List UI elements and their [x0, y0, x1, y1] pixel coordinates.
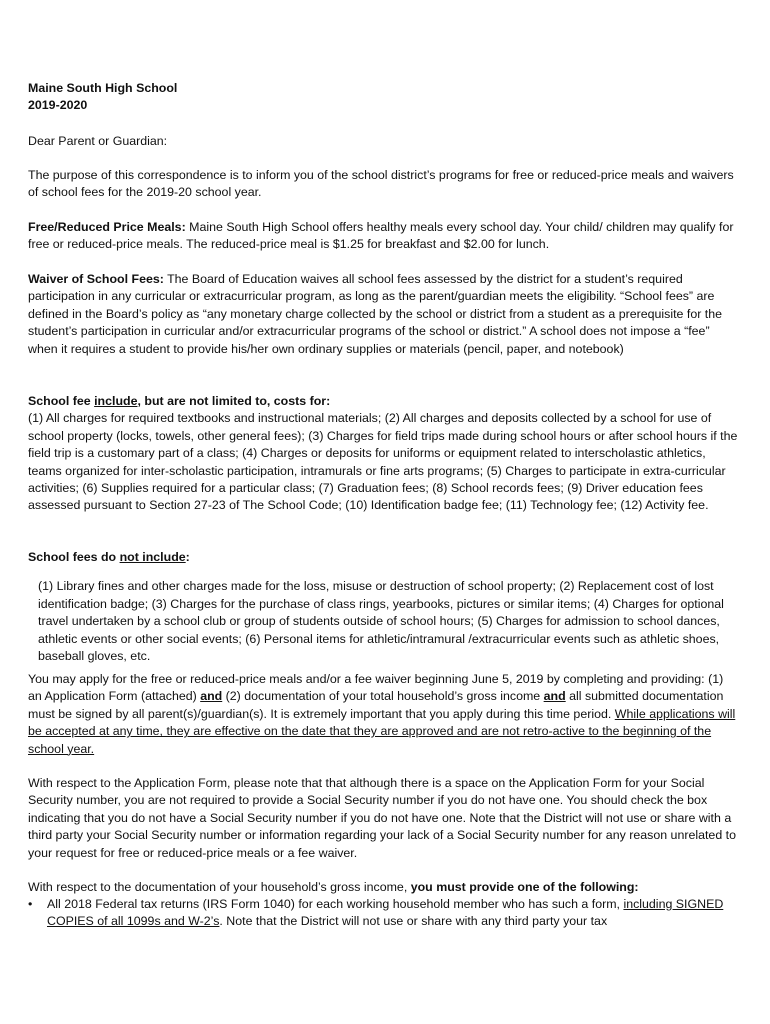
exclude-heading-underlined: not include: [119, 550, 186, 564]
intro-paragraph: [28, 167, 740, 202]
exclude-heading-block: [28, 549, 740, 566]
income-intro: [28, 879, 740, 896]
ssn-paragraph: [28, 775, 740, 862]
apply-text: [28, 671, 740, 758]
meals-paragraph: [28, 219, 740, 254]
include-text: (1) All charges for required textbooks and instructional materials; (2) All charges and deposits collected by a school for use of school property (locks, towels, other general fees); (3) Charges for field trips made during school hours or after school hours if the field trip is a customary part of a class; (4) Charges or deposits for uniforms or equipment related to interscholastic athletics, teams organized for inter-scholastic participation, intramurals or fine arts programs; (5) Charges to participate in extra-curricular activities; (6) Supplies required for a particular class; (7) Graduation fees; (8) School records fees; (9) Driver education fees assessed pursuant to Section 27-23 of The School Code; (10) Identification badge fee; (11) Technology fee; (12) Activity fee.: [28, 411, 738, 513]
income-intro-bold: you must provide one of the following:: [410, 880, 639, 894]
bullet-icon: •: [28, 897, 33, 911]
waiver-text: The Board of Education waives all school fees assessed by the district for a student’s required participation in any curricular or extracurricular program, as long as the parent/guardian meets the eligibility. “School fees” are defined in the Board’s policy as “any monetary charge collected by the school or district from a student as a prerequisite for the student’s participation in curricular and/or extracurricular programs of the school or district.” A school does not impose a “fee” when it requires a student to provide his/her own ordinary supplies or materials (pencil, paper, and notebook): [28, 272, 723, 356]
exclude-text: (1) Library fines and other charges made for the loss, misuse or destruction of school property; (2) Replacement cost of lost identification badge; (3) Charges for the purchase of class rings, yearbooks, pictures or similar items; (4) Charges for optional travel undertaken by a school club or group of students outside of school hours; (5) Charges for admission to school dances, athletic events or other social events; (6) Personal items for athletic/intramural /extracurricular events such as athletic shoes, baseball gloves, etc.: [38, 579, 724, 664]
include-heading-underlined: include: [94, 394, 138, 408]
bullet-1-post: . Note that the District will not use or share with any third party your tax: [219, 914, 608, 929]
intro-text: The purpose of this correspondence is to inform you of the school district’s programs for free or reduced-price meals and waivers of school fees for the 2019-20 school year.: [28, 168, 734, 200]
waiver-label: Waiver of School Fees:: [28, 272, 164, 286]
apply-text-part3: all submitted documentation must be signed by all parent(s)/guardian(s). It is extremely important that you apply during this time period.: [28, 689, 724, 721]
exclude-section: [38, 566, 740, 678]
apply-text-part2: (2) documentation of your total household’s gross income: [222, 689, 544, 704]
salutation: [28, 133, 740, 150]
include-heading: [28, 393, 740, 410]
apply-text-part1: You may apply for the free or reduced-price meals and/or a fee waiver beginning June 5, 2019 by completing and providing: (1) an Application Form (attached): [28, 672, 724, 704]
apply-and-2: and: [543, 689, 566, 704]
ssn-text: With respect to the Application Form, please note that that although there is a space on the Application Form for your Social Security number, you are not required to provide a Social Security number if you do not have one. You should check the box indicating that you do not have a Social Security number if you do not have one. Note that the District will not use or share with a third party your Social Security number or information regarding your lack of a Social Security number for any reason unrelated to your request for free or reduced-price meals or a fee waiver.: [28, 776, 736, 860]
income-bullet-1-text: [47, 896, 740, 931]
school-name: Maine South High School: [28, 81, 178, 95]
salutation-text: Dear Parent or Guardian:: [28, 134, 168, 148]
include-heading-post: , but are not limited to, costs for:: [137, 394, 331, 408]
bullet-1-pre: All 2018 Federal tax returns (IRS Form 1040) for each working household member who has such a form,: [47, 897, 624, 911]
income-bullet-1: [28, 896, 740, 931]
bullet-1-underlined: including SIGNED COPIES of all 1099s and W-2’s: [47, 897, 724, 929]
exclude-heading-pre: School fees do: [28, 550, 120, 564]
include-heading-pre: School fee: [28, 394, 95, 408]
apply-and-1: and: [200, 689, 223, 704]
exclude-heading-post: :: [185, 550, 190, 564]
letter-header: [28, 80, 740, 115]
meals-text: Maine South High School offers healthy meals every school day. Your child/ children may qualify for free or reduced-price meals. The reduced-price meal is $1.25 for breakfast and $2.00 for lunch.: [28, 220, 734, 252]
income-paragraph: [28, 879, 740, 896]
apply-underlined-note: While applications will be accepted at any time, they are effective on the date that they are approved and are not retro-active to the beginning of the school year.: [28, 706, 736, 756]
school-year: 2019-2020: [28, 98, 88, 113]
include-section: [28, 393, 740, 515]
income-intro-text: With respect to the documentation of your household’s gross income,: [28, 880, 411, 894]
exclude-heading: [28, 549, 740, 566]
meals-label: Free/Reduced Price Meals:: [28, 220, 186, 234]
apply-paragraph: [28, 671, 740, 758]
waiver-paragraph: [28, 271, 740, 358]
